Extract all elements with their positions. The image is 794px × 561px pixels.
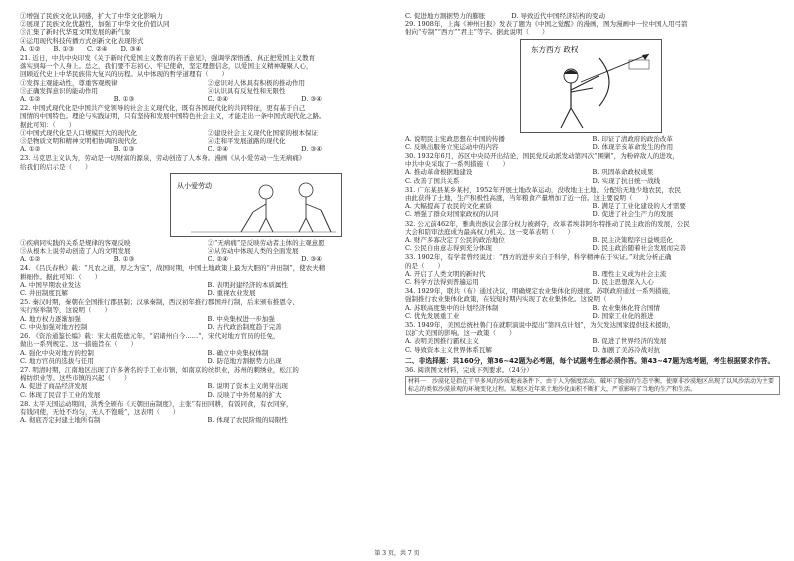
- answer-choice: C. 反映出服务立宪运动中的内容: [405, 142, 499, 151]
- answer-choice: C. 地方官员的选拔与任用: [20, 356, 94, 365]
- answer-choice: D. 古代政治制度趋于完善: [207, 322, 282, 331]
- option-item: ②建设社会主义现代化国家的根本保证: [207, 128, 318, 137]
- answer-choice: C. 增强了群众对国家政权的认同: [405, 210, 499, 219]
- labor-cartoon: [170, 173, 342, 237]
- answer-choice: A. 强化中央对地方的控制: [20, 348, 94, 357]
- answer-choice: D. 实现了抗日统一战线: [592, 176, 661, 185]
- question-text-line: 26. 《资治通鉴长编》载：宋太祖乾德元年，“诏诸州自今……”，宋代对地方官员的任免，: [20, 332, 280, 341]
- question-text-line: 中共中央采取了一系列措施（ ）: [405, 160, 509, 169]
- cartoon-title: 东方西方 政权: [531, 44, 579, 54]
- question-text-line: 24. 《吕氏春秋》载：“凡农之道，厚之为宝”，战国时期，中国土地政策上最为大胆的“井田制”，使农夫精: [20, 264, 326, 273]
- answer-choice: A. 表明美国推行霸权主义: [405, 337, 479, 346]
- option-item: ②意识对人体具有积极的推动作用: [207, 78, 305, 87]
- answer-choice: B. 满足了工业化建设的人才需要: [592, 202, 686, 211]
- answer-choice: D. 国家工业化的推进: [592, 311, 654, 320]
- answer-choice: C. 体现了民营手工业的发展: [20, 390, 101, 399]
- option-item: ④认识具有反复性和无限性: [207, 86, 286, 95]
- option-item: ①疾病同实践的关系是规律的客观反映: [20, 238, 131, 247]
- option-item: ①发挥主观能动性，尊重客观规律: [20, 78, 118, 87]
- question-text-line: 28. 太平天国运动期间，洪秀全颁布《天朝田亩制度》，主张“有田同耕，有饭同食，有衣同穿，: [20, 399, 293, 408]
- answer-choice: B. 印证了清政府的政治改革: [592, 134, 673, 143]
- question-text-line: 33. 1902年，有学者曾经说过：“西方的进步来自于科学，科学精神在于实证。”对此分析正确: [405, 253, 672, 262]
- answer-choice: B. 巩固革命政权成果: [592, 168, 654, 177]
- right-column: [405, 12, 780, 395]
- option-item: ①中国式现代化是人口规模巨大的现代化: [20, 128, 137, 137]
- question-text-line: 22. 中国式现代化是中国共产党领导的社会主义现代化，既有各国现代化的共同特征，更有基于自己: [20, 104, 306, 113]
- answer-choice: B. ①③: [113, 95, 135, 104]
- answer-choice: B. 确立中央集权体制: [207, 348, 269, 357]
- answer-choice: B. 说明了资本主义萌芽出现: [207, 382, 288, 391]
- answer-choice: A. ①②: [20, 95, 41, 104]
- answer-choice: C. 优先发展重工业: [405, 311, 460, 320]
- answer-choice: D. 防范地方割据势力出现: [207, 356, 282, 365]
- answer-choice: C. ②④: [207, 255, 229, 264]
- answer-choice: B. 促进了世界经济的发展: [592, 337, 667, 346]
- question-text-line: 国情的中国特色。理论与实践证明，只有坚持和发展中国特色社会主义，才能走出一条中国式现代化之路。: [20, 112, 326, 121]
- answer-choice: B. ①③: [113, 145, 135, 154]
- question-36: 36. 阅读图文材料，完成下列要求。（24分）: [405, 366, 533, 375]
- answer-choice: C. 中央加强对地方控制: [20, 322, 88, 331]
- answer-choice: A. 地方权力逐渐加强: [20, 314, 81, 323]
- cartoon-drawing: [171, 174, 341, 236]
- question-text-line: 回顾近代史上中华民族伟大复兴的历程。从中体现的哲学道理有（ ）: [20, 70, 228, 79]
- question-text-line: 给我们的启示是（ ）: [20, 162, 92, 171]
- question-text-line: ③汇集了新时代华夏文明发展的新气象: [20, 28, 131, 37]
- answer-choice: A. ①②: [20, 255, 41, 264]
- question-text-line: 大会和陪审法庭成为最高权力机关。这一变革表明（ ）: [405, 227, 574, 236]
- answer-choice: B. 中央集权进一步加强: [207, 314, 275, 323]
- answer-choice: C. ②④: [207, 95, 229, 104]
- answer-choice: B. 体现了农民阶级的局限性: [207, 416, 288, 425]
- option-item: ③是物质文明和精神文明相协调的现代化: [20, 137, 137, 146]
- option-item: ③从根本上说劳动创造了人的文明发展: [20, 247, 131, 256]
- answer-choice: A. 苏联高度集中的计划经济体制: [405, 303, 499, 312]
- material-text: 材料一 沙漠化是指在干旱多风的沙质地表条件下，由于人为强度活动，破坏了脆弱的生态平衡，使原非沙漠地区出现了以风沙活动为主要标志的类似沙漠景观的环境变化过程。某地区近年来土地沙化面积不断扩大，严重影响了当地的生产和生活。: [405, 376, 780, 395]
- answer-choice: D. 民主思想深入人心: [592, 278, 654, 287]
- left-column: [20, 12, 395, 424]
- question-text-line: C. 促进地方割据势力的膨胀 D. 导致近代中国经济结构的变动: [405, 12, 605, 20]
- answer-choice: A. 财产多寡决定了公民的政治地位: [405, 236, 505, 245]
- answer-choice: A. 说明民主宪政思想在中国的传播: [405, 134, 505, 143]
- question-text-line: 27. 明清时期，江南地区出现了许多著名的手工业市镇，如南京的丝织业，苏州的刺绣业，松江的: [20, 365, 299, 374]
- answer-choice: D. 重视农业发展: [207, 289, 256, 298]
- answer-choice: A. 中国早期农业发达: [20, 280, 81, 289]
- question-text-line: 30. 1932年6月，苏区中央局开出结论，国民党反动派发动第四次“围剿”，为粉碎敌人的进攻，: [405, 152, 679, 161]
- china-awakening-cartoon: [520, 39, 662, 133]
- answer-choice: A. 大幅提高了农民的文化素质: [405, 202, 492, 211]
- option-item: ④走和平发展道路的现代化: [207, 137, 286, 146]
- answer-choice: D. 体现辛亥革命发生的作用: [592, 142, 674, 151]
- answer-choice: A. 促进了商品经济发展: [20, 382, 88, 391]
- answer-choice: D. ③④: [301, 95, 323, 104]
- question-text-line: 31. 广东某县某乡某村，1952年开展土地改革运动，没收地主土地、分配给无地少地农民，农民: [405, 185, 681, 194]
- question-text-line: 32. 公元前462年，雅典贵族议会部分权力被剥夺，改革者埃菲阿尔特推动了民主政治的发展，公民: [405, 219, 690, 228]
- answer-choice: A. ①②: [20, 145, 41, 154]
- question-text-line: 的是（ ）: [405, 261, 444, 270]
- question-text-line: 有钱同使，无处不均匀，无人不饱暖”，这表明（ ）: [20, 407, 180, 416]
- question-text-line: ②展现了民族文化优越性，加强了中华文化价值认同: [20, 20, 170, 29]
- question-text-line: ④运用现代科技传播方式创新文化表现形式: [20, 36, 144, 45]
- question-text-line: 实行察举制等，这说明（ ）: [20, 306, 111, 315]
- answer-choice: D. 加剧了美苏冷战对抗: [592, 345, 661, 354]
- answer-choice: D. 民主政治随着社会发展而完善: [592, 244, 687, 253]
- answer-choice: D. 促进了社会生产力的发展: [592, 210, 674, 219]
- answer-choice: C. 改善了国共关系: [405, 176, 460, 185]
- question-text-line: 34. 1929年，联共（布）通过决议，明确规定农业集体化的速度。苏联政府通过一系列措施，: [405, 287, 675, 296]
- answer-choice: B. 民主决策程序日益规范化: [592, 236, 673, 245]
- question-text-line: 以扩大美国的影响。这一政策（ ）: [405, 329, 516, 338]
- question-text-line: ①增强了民族文化认同感，扩大了中华文化影响力: [20, 12, 163, 20]
- option-item: ③正确发挥意识的能动作用: [20, 86, 98, 95]
- section-heading: 二、非选择题：共160分，第36~42题为必考题，每个试题考生都必须作答。第43~47题为选考题，考生根据要求作答。: [405, 356, 775, 365]
- answer-choice: D. 反映了中外贸易的扩大: [207, 390, 282, 399]
- question-text-line: 落实到每一个人身上。总之，我们要不忘初心、牢记使命，坚定理想信念，以爱国主义精神凝聚人心，: [20, 62, 313, 71]
- question-text-line: 35. 1949年，美国总统杜鲁门在就职演说中提出“第四点计划”，为欠发达国家提供技术援助，: [405, 321, 675, 330]
- cartoon-caption: 从小爱劳动: [177, 181, 212, 190]
- question-text-line: 棉纺织业等。这些市镇的兴起（ ）: [20, 374, 131, 383]
- answer-choice: D. ③④: [301, 255, 323, 264]
- answer-choice: C. 科学方法得到普遍运用: [405, 278, 479, 287]
- question-text-line: 23. 马克思主义认为，劳动是一切财富的源泉，劳动创造了人本身。漫画《从小爱劳动一生无病痛》: [20, 154, 306, 163]
- question-text-line: 29. 1908年，上海《神州日报》发表了题为《中国之觉醒》的漫画，图为漫画中一位中国人用弓箭: [405, 20, 688, 29]
- question-text-line: 射向“专制”“西方”“君主”等字。据此说明（ ）: [405, 28, 549, 37]
- answer-choice: A. 开启了人类文明的新时代: [405, 269, 486, 278]
- answer-choice: B. 理性主义成为社会主流: [592, 269, 667, 278]
- question-text-line: A. ①② B. ①③ C. ②④ D. ③④: [20, 44, 142, 53]
- question-text-line: 由此获得了土地，生产积极性高涨，当年粮食产量增加了近一倍。这主要说明（ ）: [405, 194, 652, 203]
- answer-choice: B. 农业集体化符合国情: [592, 303, 660, 312]
- answer-choice: C. ②④: [207, 145, 229, 154]
- option-item: ②“无病痛”是反映劳动者主体的主观意愿: [207, 238, 325, 247]
- page-footer: 第 3 页，共 7 页: [374, 550, 420, 557]
- answer-choice: B. 表明封建经济的本质属性: [207, 280, 288, 289]
- archer-drawing: [521, 40, 661, 132]
- answer-choice: C. 井田制度瓦解: [20, 289, 68, 298]
- answer-choice: C. 导致资本主义世界体系瓦解: [405, 345, 492, 354]
- answer-choice: A. 彻底否定封建土地所有制: [20, 416, 101, 425]
- question-text-line: 强制推行农业集体化政策，在较短时期内实现了农业集体化。这说明（ ）: [405, 295, 626, 304]
- option-item: ④从劳动中体现人类的全面发展: [207, 247, 299, 256]
- question-text-line: 做出一系列规定。这一措施旨在（ ）: [20, 340, 137, 349]
- question-text-line: 耕细作。据此可知：（ ）: [20, 272, 102, 281]
- answer-choice: D. ③④: [301, 145, 323, 154]
- question-text-line: 25. 秦汉时期，秦朝在全国推行郡县制；汉承秦制，西汉初年推行郡国并行制，后来颁布推恩令、: [20, 298, 299, 307]
- answer-choice: C. 公民自由意志得到充分体现: [405, 244, 492, 253]
- question-text-line: 据此可知：（ ）: [20, 120, 76, 129]
- question-text-line: 21. 近日，中共中央印发《关于新时代爱国主义教育的若干意见》，强调学深悟透、真正把爱国主义教育: [20, 54, 316, 63]
- answer-choice: A. 推动革命根据地建设: [405, 168, 473, 177]
- answer-choice: B. ①③: [113, 255, 135, 264]
